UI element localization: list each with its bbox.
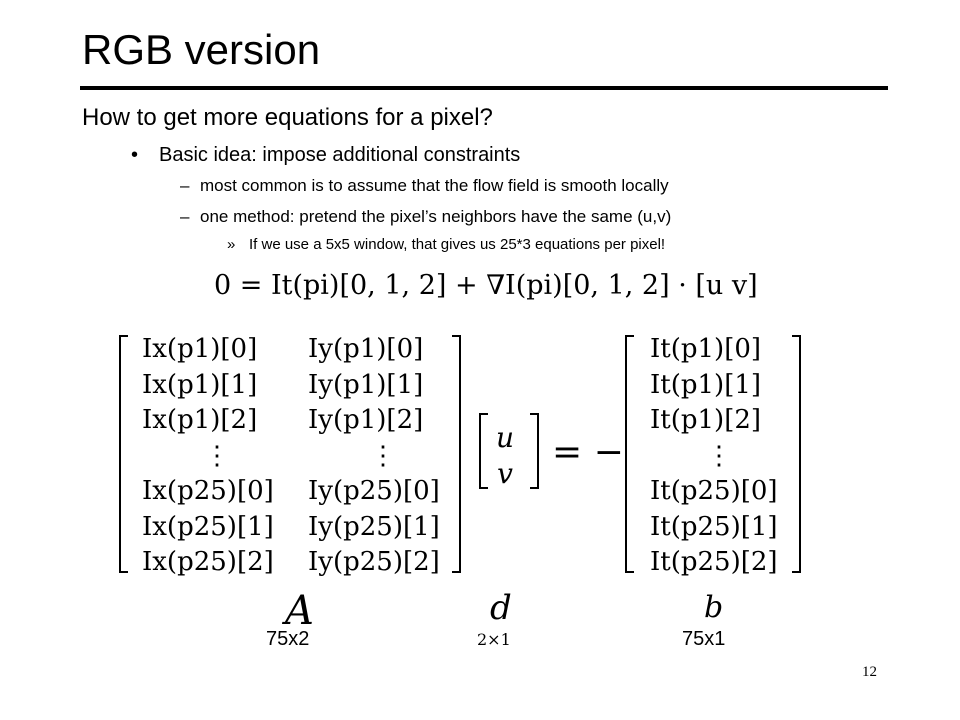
matrix-cell: It(p25)[2] [650,547,778,577]
matrix-cell: Ix(p1)[1] [142,369,258,400]
vector-b [650,332,778,581]
vector-d-u: u [496,421,515,454]
matrix-cell: Ix(p25)[2] [142,547,274,577]
question-text: How to get more equations for a pixel? [82,104,493,131]
label-A-dimension: 75x2 [266,628,310,650]
bracket-A-right [452,336,460,572]
bullet-marker: • [131,144,139,166]
matrix-cell: Iy(p1)[0] [308,334,424,364]
matrix-A-column-2 [308,332,440,581]
matrix-cell: It(p1)[1] [650,369,762,400]
matrix-cell: Iy(p25)[1] [308,511,440,542]
equals-minus: = − [552,432,624,473]
matrix-cell: Iy(p25)[2] [308,547,440,577]
vertical-ellipsis: ⋮ [370,440,396,471]
label-b-dimension: 75x1 [682,628,726,650]
matrix-cell: Iy(p1)[1] [308,369,424,400]
matrix-cell: It(p25)[0] [650,476,778,506]
subbullet-marker: – [180,207,190,226]
matrix-cell: It(p25)[1] [650,511,778,542]
vertical-ellipsis: ⋮ [706,440,732,471]
vector-d [496,420,514,492]
subbullet-text: one method: pretend the pixel’s neighbors have the same (u,v) [200,207,672,226]
subbullet-marker: – [180,176,190,195]
vector-d-v: v [497,457,513,490]
matrix-cell: Iy(p1)[2] [308,405,424,435]
subsub-text: If we use a 5x5 window, that gives us 25*3 equations per pixel! [249,236,666,253]
label-A: A [285,588,314,634]
matrix-cell: Ix(p25)[0] [142,476,274,506]
bracket-b-right [792,336,800,572]
constraint-equation-text: 0 = It(pi)[0, 1, 2] + ∇I(pi)[0, 1, 2] · [u v] [214,270,758,301]
bracket-d-right [530,414,538,488]
subbullet-text: most common is to assume that the flow field is smooth locally [200,176,669,195]
matrix-cell: It(p1)[0] [650,334,762,364]
label-d-dimension: 2×1 [477,630,511,649]
matrix-cell: Ix(p1)[0] [142,334,258,364]
page-number: 12 [862,664,877,680]
subsub-marker: » [227,236,236,253]
matrix-cell: Iy(p25)[0] [308,476,440,506]
bracket-d-left [480,414,488,488]
bullet-text: Basic idea: impose additional constraints [159,144,521,166]
slide-title: RGB version [82,26,321,73]
matrix-cell: Ix(p25)[1] [142,511,274,542]
matrix-A-column-1 [142,332,274,581]
bracket-A-left [120,336,128,572]
bracket-b-left [626,336,634,572]
label-b: b [704,590,724,625]
matrix-cell: Ix(p1)[2] [142,405,258,435]
label-d: d [490,588,512,628]
vertical-ellipsis: ⋮ [204,440,230,471]
matrix-cell: It(p1)[2] [650,405,762,435]
